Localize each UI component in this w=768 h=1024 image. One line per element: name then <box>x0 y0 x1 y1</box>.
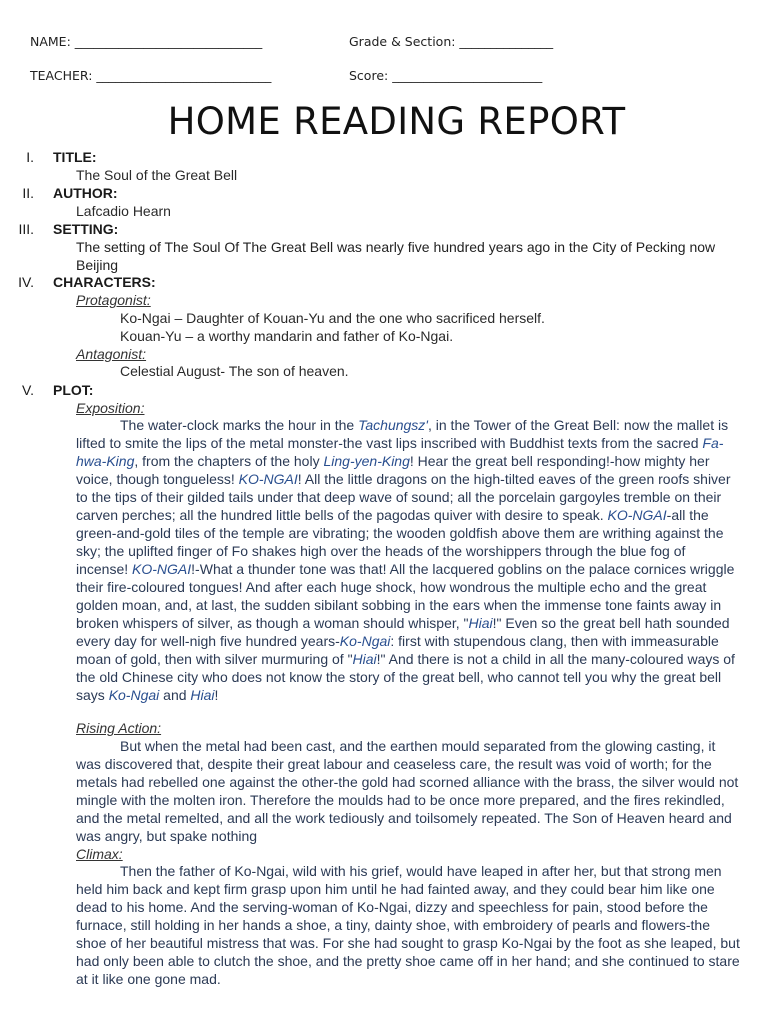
section-number-plot: V. <box>22 382 34 398</box>
section-number-characters: IV. <box>18 274 34 290</box>
setting-text: The setting of The Soul Of The Great Bell was nearly five hundred years ago in the City of Pecking now Beijing <box>76 239 716 273</box>
section-number-author: II. <box>22 185 34 201</box>
section-heading-characters: CHARACTERS: <box>53 274 156 290</box>
antagonist-item: Celestial August- The son of heaven. <box>120 363 349 379</box>
climax-text: Then the father of Ko-Ngai, wild with his grief, would have leaped in after her, but that strong men held him back and kept firm grasp upon him until he had fainted away, and they could bear him like one dead to his home. And the serving-woman of Ko-Ngai, dizzy and speechless for pain, stood before the furnace, still holding in her hands a shoe, a tiny, dainty shoe, with embroidery of pearls and flowers-the shoe of her beautiful mistress that was. For she had sought to grasp Ko-Ngai by the foot as she leaped, but had only been able to clutch the shoe, and the pretty shoe came off in her hand; and she continued to stare at it like one gone mad. <box>76 863 740 987</box>
grade-section-field: Grade & Section: _______________ <box>349 34 554 49</box>
antagonist-label: Antagonist: <box>76 346 147 362</box>
name-field: NAME: ______________________________ <box>30 34 263 49</box>
exposition-label: Exposition: <box>76 400 145 416</box>
section-number-setting: III. <box>18 221 34 237</box>
score-field: Score: ________________________ <box>349 68 543 83</box>
section-heading-title: TITLE: <box>53 149 97 165</box>
rising-action-text: But when the metal had been cast, and the earthen mould separated from the glowing casting, it was discovered that, despite their great labour and ceaseless care, the result was void of worth; for the metals had rebelled one against the other-the gold had scorned alliance with the brass, the silver would not mingle with the molten iron. Therefore the moulds had to be once more prepared, and the fires rekindled, and the metal remelted, and all the work tediously and toilsomely repeated. The Son of Heaven heard and was angry, but spake nothing <box>76 738 739 844</box>
protagonist-item: Kouan-Yu – a worthy mandarin and father of Ko-Ngai. <box>120 328 454 344</box>
author-name: Lafcadio Hearn <box>76 203 171 219</box>
page-title: HOME READING REPORT <box>167 100 626 143</box>
rising-action-label: Rising Action: <box>76 720 162 736</box>
section-number-title: I. <box>26 149 34 165</box>
teacher-field: TEACHER: ____________________________ <box>30 68 272 83</box>
exposition-text: The water-clock marks the hour in the Tachungsz', in the Tower of the Great Bell: now the mallet is lifted to smite the lips of the metal monster-the vast lips inscribed with Buddhist texts from the sacred Fa-hwa-King, from the chapters of the holy Ling-yen-King! Hear the great bell responding!-how mighty her voice, though tongueless! KO-NGAI! All the little dragons on the high-tilted eaves of the green roofs shiver to the tips of their gilded tails under that deep wave of sound; all the porcelain gargoyles tremble on their carven perches; all the hundred little bells of the pagodas quiver with desire to speak. KO-NGAI-all the green-and-gold tiles of the temple are vibrating; the wooden goldfish above them are writhing against the sky; the uplifted finger of Fo shakes high over the heads of the worshippers through the blue fog of incense! KO-NGAI!-What a thunder tone was that! All the lacquered goblins on the palace cornices wriggle their fire-coloured tongues! And after each huge shock, how wondrous the multiple echo and the great golden moan, and, at last, the sudden sibilant sobbing in the ears when the immense tone faints away in broken whispers of silver, as though a woman should whisper, "Hiai!" Even so the great bell hath sounded every day for well-nigh five hundred years-Ko-Ngai: first with stupendous clang, then with immeasurable moan of gold, then with silver murmuring of "Hiai!" And there is not a child in all the many-coloured ways of the old Chinese city who does not know the story of the great bell, who cannot tell you why the great bell says Ko-Ngai and Hiai! <box>76 417 735 703</box>
section-heading-setting: SETTING: <box>53 221 119 237</box>
climax-label: Climax: <box>76 846 123 862</box>
protagonist-label: Protagonist: <box>76 292 151 308</box>
protagonist-item: Ko-Ngai – Daughter of Kouan-Yu and the one who sacrificed herself. <box>120 310 545 326</box>
section-heading-author: AUTHOR: <box>53 185 118 201</box>
book-title: The Soul of the Great Bell <box>76 167 238 183</box>
section-heading-plot: PLOT: <box>53 382 94 398</box>
